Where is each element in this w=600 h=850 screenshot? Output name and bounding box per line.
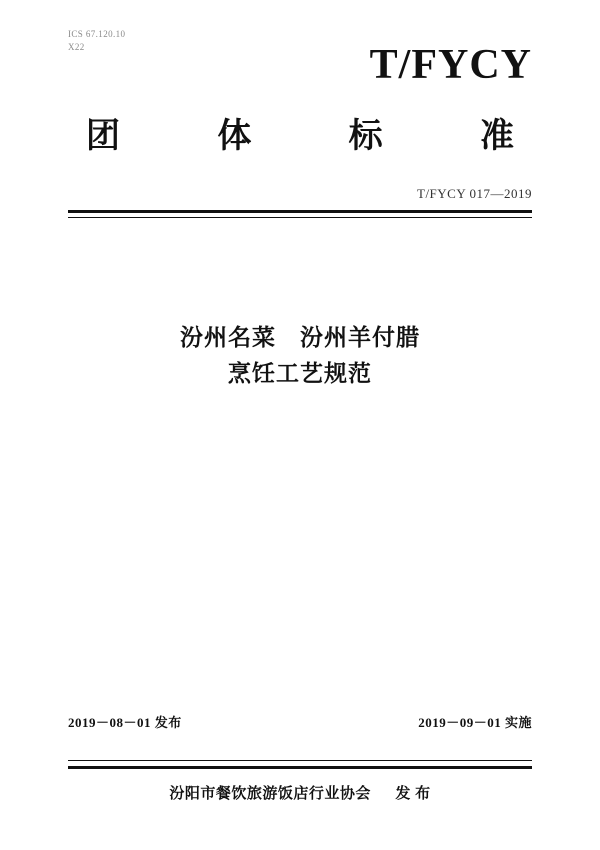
document-title-line2: 烹饪工艺规范 — [228, 361, 372, 386]
category-char-1: 团 — [86, 118, 120, 155]
issuer-suffix: 发 布 — [395, 786, 431, 802]
standard-mark: T/FYCY — [369, 42, 532, 88]
ics-code: ICS 67.120.10 — [68, 29, 126, 39]
issue-date: 2019－08－01 发布 — [68, 715, 182, 730]
classification-code: X22 — [68, 42, 85, 52]
document-title-line1: 汾州名菜 汾州羊付腊 — [180, 325, 420, 350]
document-title — [68, 320, 532, 392]
header-rule-thin — [68, 217, 532, 218]
footer-rule-thin — [68, 760, 532, 761]
header-rule-thick — [68, 210, 532, 213]
document-meta — [68, 28, 125, 54]
footer-rule-thick — [68, 766, 532, 769]
category-char-4: 准 — [479, 118, 514, 155]
standard-category — [68, 108, 532, 157]
category-char-3: 标 — [348, 118, 383, 155]
issuer-name: 汾阳市餐饮旅游饭店行业协会 — [169, 786, 371, 802]
issuer-line — [0, 782, 600, 803]
standard-number: T/FYCY 017—2019 — [417, 186, 532, 201]
effective-date: 2019－09－01 实施 — [418, 715, 532, 730]
category-char-2: 体 — [217, 118, 252, 155]
date-row — [68, 712, 532, 731]
